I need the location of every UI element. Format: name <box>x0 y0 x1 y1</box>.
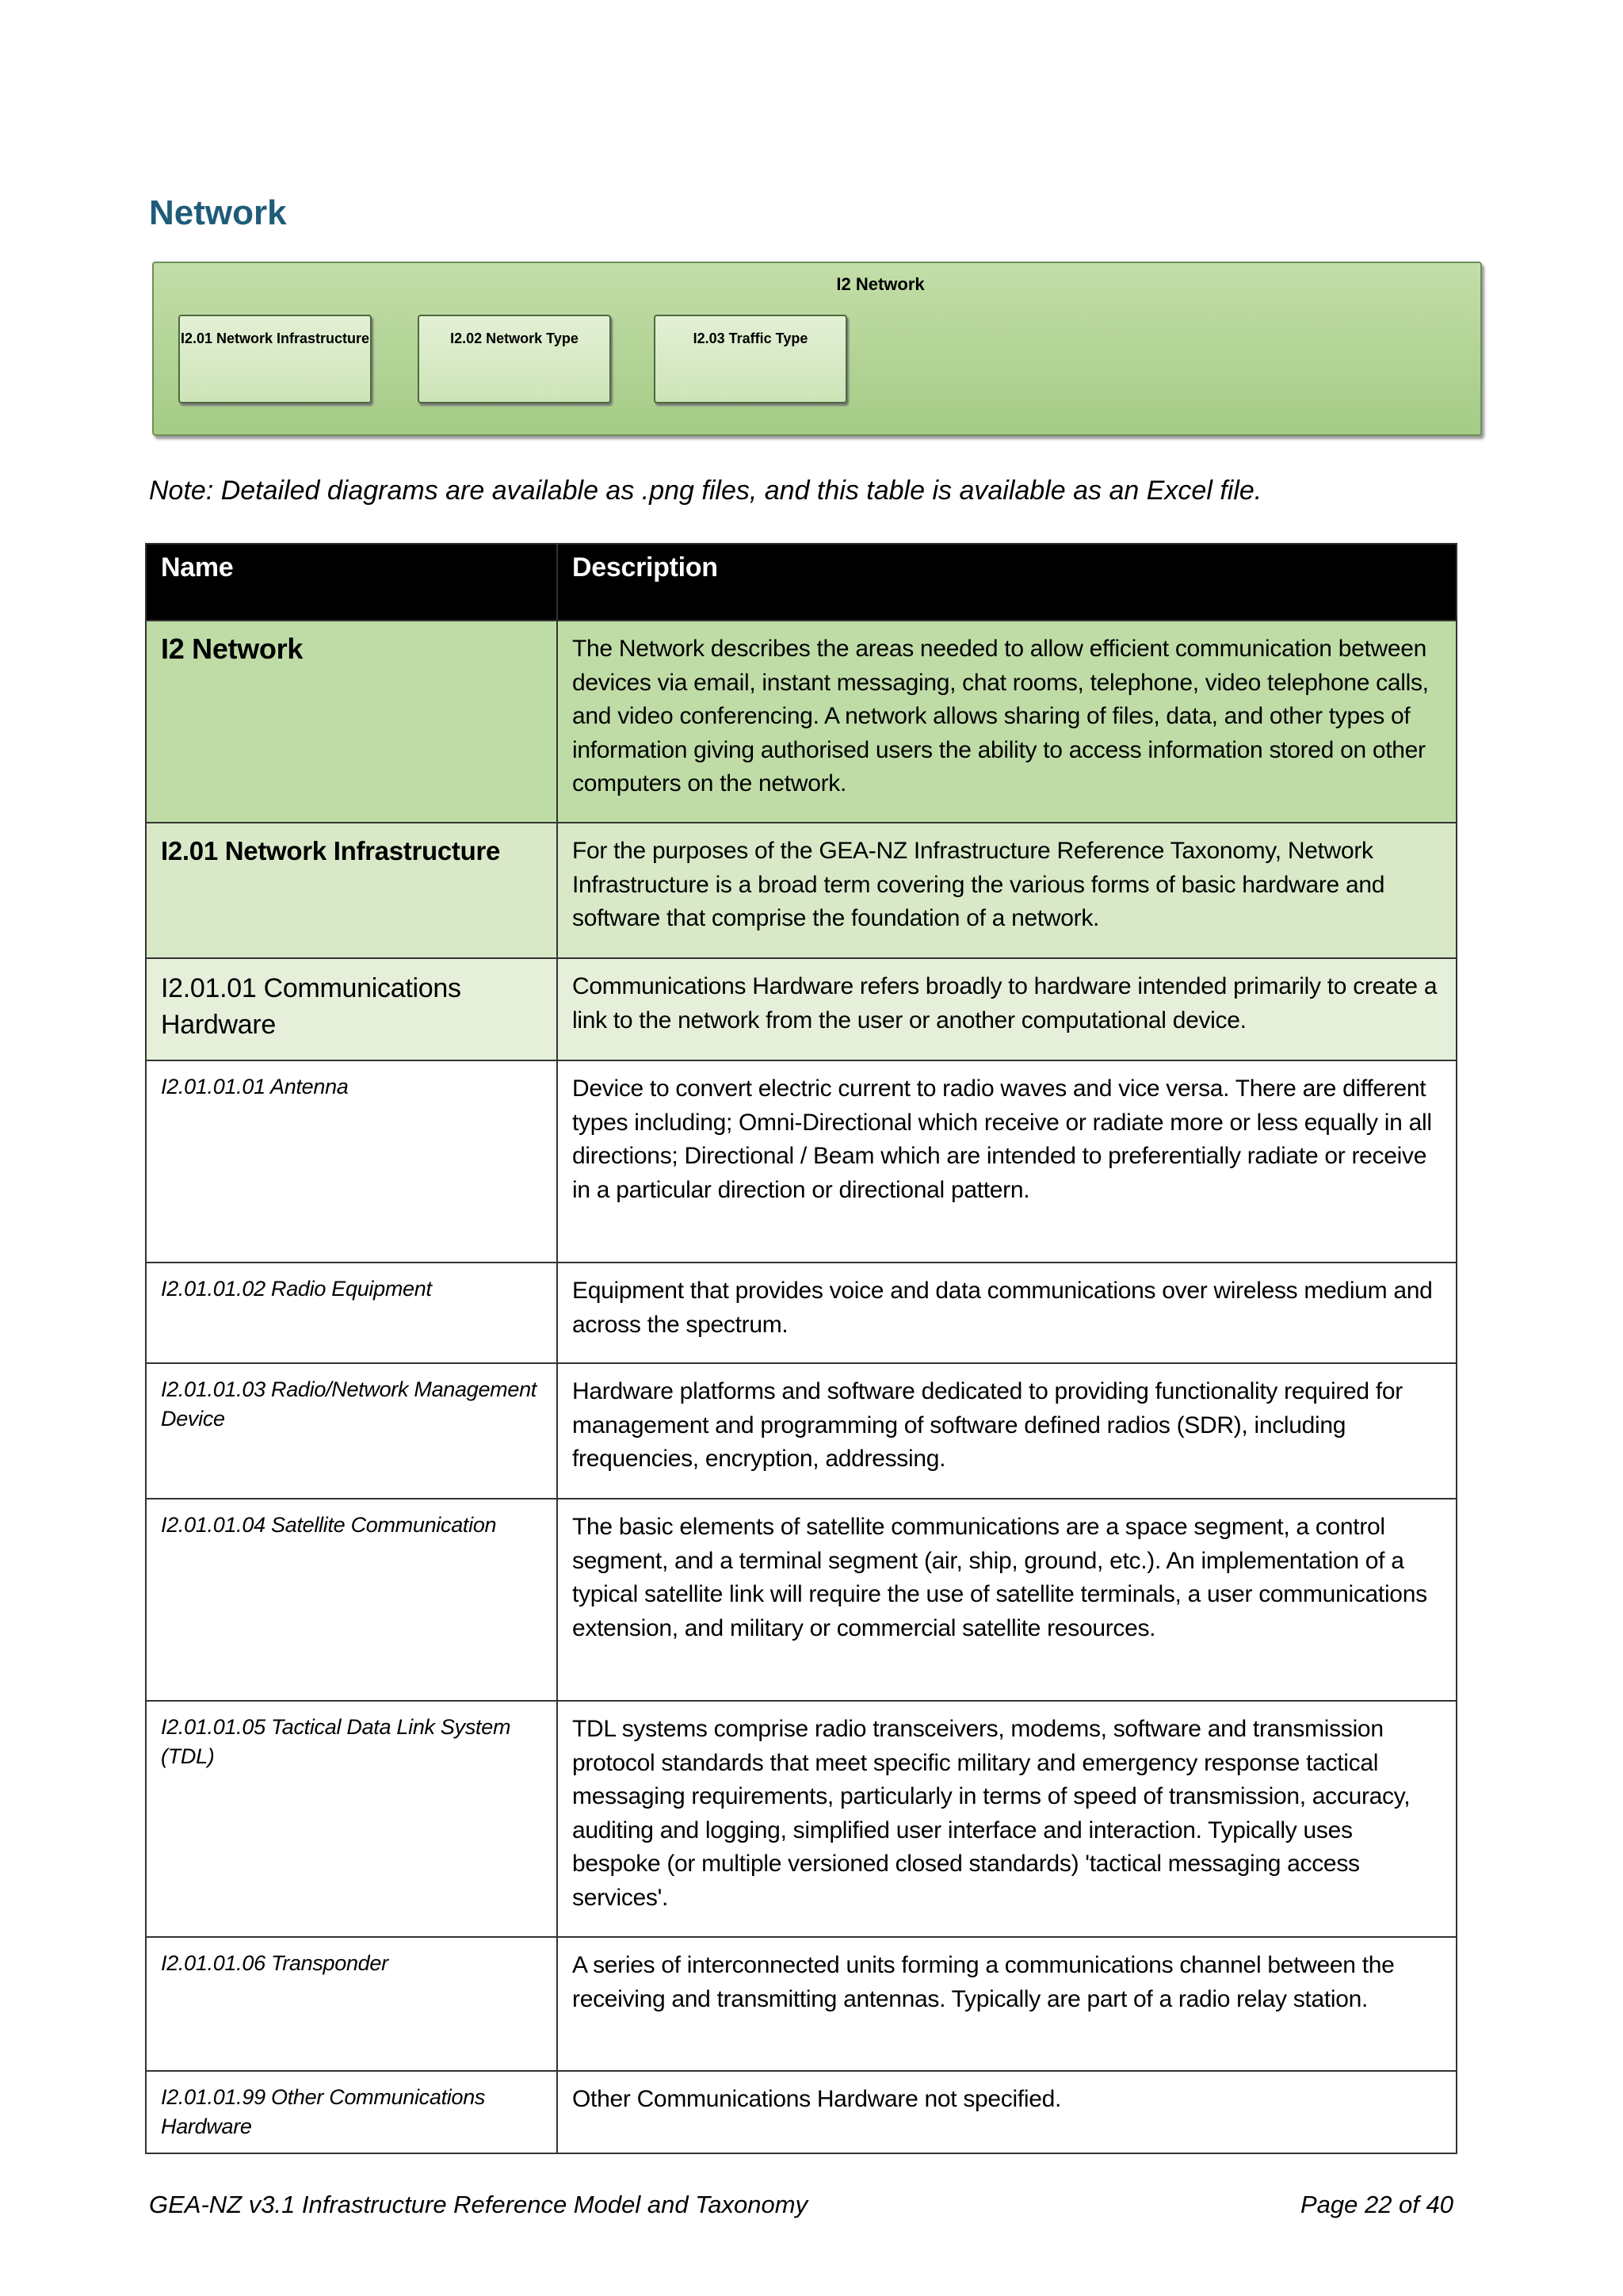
table-row <box>146 1060 1457 1263</box>
row-description: For the purposes of the GEA-NZ Infrastructure Reference Taxonomy, Network Infrastructure is a broad term covering the various forms of basic hardware and software that comprise the foundation of a network. <box>557 823 1457 958</box>
row-name: I2 Network <box>146 621 557 823</box>
row-description: TDL systems comprise radio transceivers, modems, software and transmission protocol standards that meet specific military and emergency response tactical messaging requirements, particularly in terms of speed of transmission, accuracy, auditing and logging, simplified user interface and interaction. Typically uses bespoke (or multiple versioned closed standards) 'tactical messaging access services'. <box>557 1701 1457 1937</box>
row-description: A series of interconnected units forming a communications channel between the receiving and transmitting antennas. Typically are part of a radio relay station. <box>557 1937 1457 2071</box>
row-description: Other Communications Hardware not specified. <box>557 2071 1457 2153</box>
row-description: Hardware platforms and software dedicated to providing functionality required for management and programming of software defined radios (SDR), including frequencies, encryption, addressing. <box>557 1363 1457 1499</box>
table-row <box>146 958 1457 1060</box>
table-row <box>146 1701 1457 1937</box>
note-text: Note: Detailed diagrams are available as .png files, and this table is available as an Excel file. <box>149 476 1262 506</box>
diagram-box-network-type: I2.02 Network Type <box>418 315 611 403</box>
row-name: I2.01 Network Infrastructure <box>146 823 557 958</box>
table-row <box>146 1363 1457 1499</box>
header-name: Name <box>146 544 557 621</box>
row-description: Device to convert electric current to radio waves and vice versa. There are different types including; Omni-Directional which receive or radiate more or less equally in all directions; Directional / Beam which are intended to preferentially radiate or receive in a particular direction or directional pattern. <box>557 1060 1457 1263</box>
footer-page-number: Page 22 of 40 <box>1300 2191 1453 2218</box>
row-name: I2.01.01.99 Other Communications Hardware <box>146 2071 557 2153</box>
row-description: The Network describes the areas needed to allow efficient communication between devices via email, instant messaging, chat rooms, telephone, video telephone calls, and video conferencing. A network allows sharing of files, data, and other types of information giving authorised users the ability to access information stored on other computers on the network. <box>557 621 1457 823</box>
diagram-title: I2 Network <box>836 274 925 294</box>
section-title: Network <box>149 193 287 232</box>
table-row <box>146 2071 1457 2153</box>
diagram-box-traffic-type: I2.03 Traffic Type <box>654 315 847 403</box>
header-description: Description <box>557 544 1457 621</box>
row-description: Communications Hardware refers broadly to hardware intended primarily to create a link to the network from the user or another computational device. <box>557 958 1457 1060</box>
row-description: Equipment that provides voice and data communications over wireless medium and across the spectrum. <box>557 1263 1457 1363</box>
table-row <box>146 823 1457 958</box>
row-name: I2.01.01.06 Transponder <box>146 1937 557 2071</box>
table-header-row <box>146 544 1457 621</box>
row-name: I2.01.01.05 Tactical Data Link System (TDL) <box>146 1701 557 1937</box>
table-row <box>146 621 1457 823</box>
table-row <box>146 1937 1457 2071</box>
network-diagram <box>152 262 1482 436</box>
diagram-box-network-infrastructure: I2.01 Network Infrastructure <box>178 315 372 403</box>
row-name: I2.01.01.02 Radio Equipment <box>146 1263 557 1363</box>
row-description: The basic elements of satellite communications are a space segment, a control segment, and a terminal segment (air, ship, ground, etc.). An implementation of a typical satellite link will require the use of satellite terminals, a user communications extension, and military or commercial satellite resources. <box>557 1499 1457 1701</box>
row-name: I2.01.01.04 Satellite Communication <box>146 1499 557 1701</box>
row-name: I2.01.01 Communications Hardware <box>146 958 557 1060</box>
row-name: I2.01.01.03 Radio/Network Management Device <box>146 1363 557 1499</box>
footer-document-title: GEA-NZ v3.1 Infrastructure Reference Model and Taxonomy <box>149 2191 808 2218</box>
table-row <box>146 1499 1457 1701</box>
taxonomy-table <box>145 543 1457 2154</box>
row-name: I2.01.01.01 Antenna <box>146 1060 557 1263</box>
table-row <box>146 1263 1457 1363</box>
